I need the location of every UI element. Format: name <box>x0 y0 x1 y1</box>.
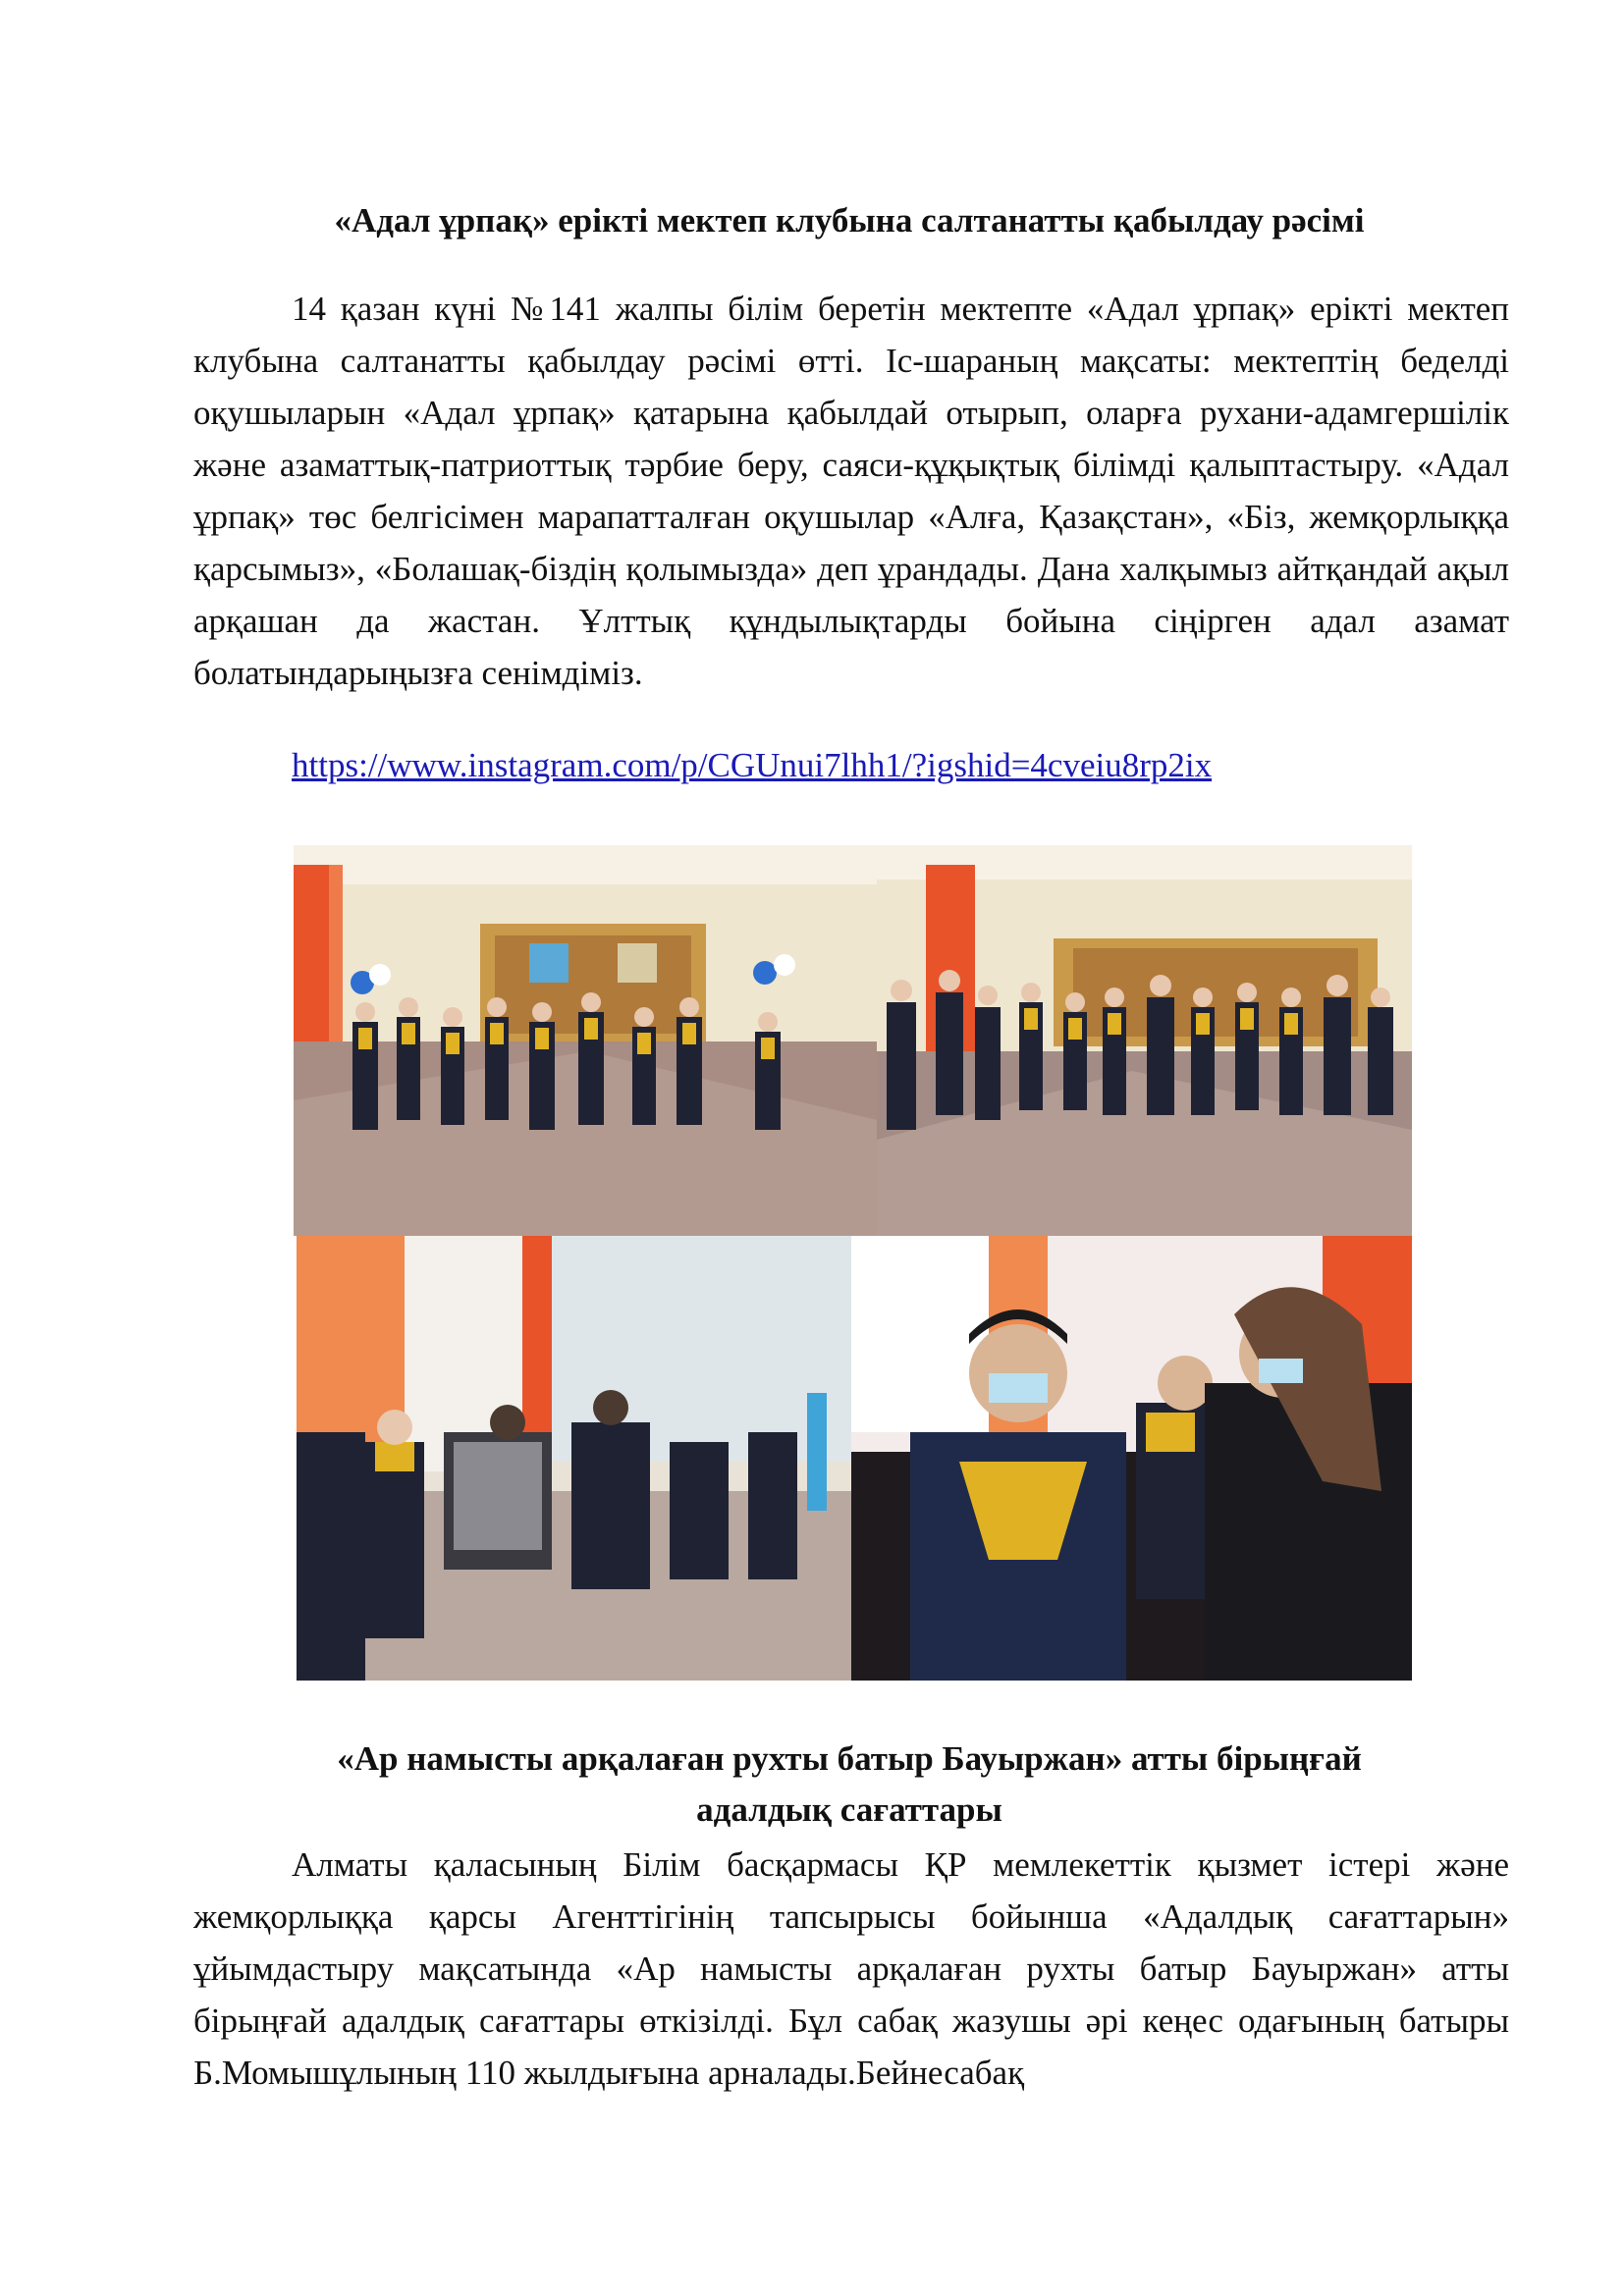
section-2-paragraph: Алматы қаласының Білім басқармасы ҚР мемлекеттік қызмет істері және жемқорлыққа қарсы Агенттігінің тапсырысы бойынша «Адалдық сағаттарын» ұйымдастыру мақсатында «Ар намысты арқалаған рухты батыр Бауыржан» атты бірыңғай адалдық сағаттары өткізілді. Бұл сабақ жазушы әрі кеңес одағының батыры Б.Момышұлының 110 жылдығына арналады.Бейнесабақ <box>193 1845 1509 2092</box>
photo-students-lineup <box>294 845 877 1236</box>
photo-students-teachers-lineup <box>877 845 1412 1236</box>
section-1-paragraph: 14 қазан күні №141 жалпы білім беретін мектепте «Адал ұрпақ» ерікті мектеп клубына салтанатты қабылдау рәсімі өтті. Іс-шараның мақсаты: мектептің беделді оқушыларын «Адал ұрпақ» қатарына қабылдай отырып, оларға рухани-адамгершілік және азаматтық-патриоттық тәрбие беру, саяси-құқықтық білімді қалыптастыру. «Адал ұрпақ» төс белгісімен марапатталған оқушылар «Алға, Қазақстан», «Біз, жемқорлыққа қарсымыз», «Болашақ-біздің қолымызда» деп ұрандады. Дана халқымыз айтқандай ақыл арқашан да жастан. Ұлттық құндылықтарды бойына сіңірген адал азамат болатындарыңызға сенімдіміз. <box>193 290 1509 692</box>
section-1-title: «Адал ұрпақ» ерікті мектеп клубына салтанатты қабылдау рәсімі <box>334 201 1365 240</box>
instagram-link[interactable]: https://www.instagram.com/p/CGUnui7lhh1/?igshid=4cveiu8rp2ix <box>292 746 1213 784</box>
section-2-title-line-2: адалдық сағаттары <box>696 1790 1002 1829</box>
section-2-title-line-1: «Ар намысты арқалаған рухты батыр Бауыржан» атты бірыңғай <box>337 1739 1362 1778</box>
section-2-title <box>191 1734 1507 1836</box>
photo-scarf-tying <box>851 1236 1412 1681</box>
photo-badge-ceremony <box>297 1236 851 1681</box>
